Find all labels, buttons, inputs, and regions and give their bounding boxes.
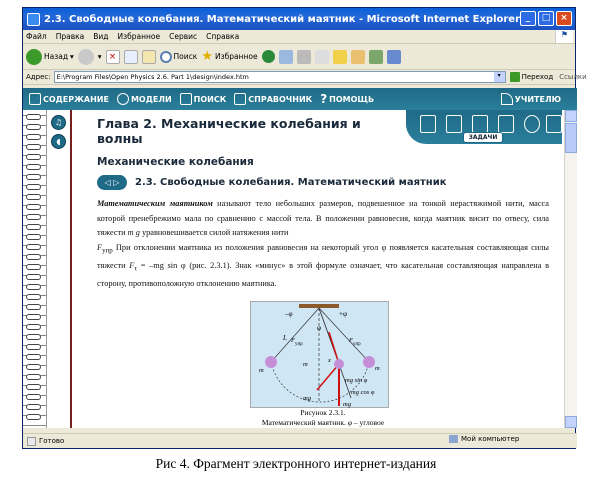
- spiral-ring: [26, 274, 41, 280]
- spiral-ring: [26, 234, 41, 240]
- list-icon[interactable]: [446, 115, 462, 133]
- figure-caption: Рисунок 2.3.1. Математический маятник. φ – угловое: [261, 408, 385, 427]
- spiral-ring: [26, 144, 41, 150]
- folder-icon[interactable]: [333, 50, 347, 64]
- fig-label-mg-sin: mg sin φ: [345, 377, 368, 384]
- spiral-ring: [26, 394, 41, 400]
- scroll-thumb[interactable]: [565, 123, 577, 153]
- spiral-ring: [26, 364, 41, 370]
- extra-tool-icon[interactable]: [387, 50, 401, 64]
- spiral-ring: [26, 344, 41, 350]
- nav-models[interactable]: МОДЕЛИ: [117, 93, 172, 105]
- prev-next-arrows[interactable]: ◁ ▷: [97, 175, 127, 190]
- security-zone: Мой компьютер: [449, 435, 519, 443]
- page-icon: [27, 437, 36, 446]
- spiral-ring: [26, 324, 41, 330]
- fig-label-x: x: [328, 357, 331, 364]
- term: Математическим маятником: [97, 199, 213, 208]
- spiral-ring: [26, 224, 41, 230]
- subsection-title: 2.3. Свободные колебания. Математический маятник: [135, 177, 447, 188]
- stop-icon[interactable]: ×: [106, 50, 120, 64]
- spiral-ring: [26, 174, 41, 180]
- spiral-ring: [26, 304, 41, 310]
- search-button[interactable]: Поиск: [160, 51, 198, 63]
- teacher-icon: [501, 93, 513, 105]
- fig-label-fupr-left: F: [291, 337, 295, 344]
- menu-tools[interactable]: Сервис: [169, 32, 198, 41]
- article-text: Математическим маятником называют тело небольших размеров, подвешенное на тонкой нерастяжимой нити, масса которой пренебрежимо мала по сравнению с массой тела. В положении равновесия, когда маятник висит по отвесу, сила тяжести m g уравновешивается силой натяжения нити $F_{упр}$ При отклонении маятника из положения равновесия на некоторый угол φ появляется касательная составляющая силы тяжести $F_\tau = -mg$ sin φ (рис. 2.3.1). Знак «минус» в этой формуле означает, что касательная составляющая направлена в сторону, противоположную отклонению маятника.: [97, 199, 550, 288]
- media-icon[interactable]: [262, 50, 275, 63]
- spiral-ring: [26, 164, 41, 170]
- fig-label-fupr-right: F: [349, 337, 353, 344]
- spiral-binding: [23, 110, 47, 428]
- fig-label-m-center: m: [303, 361, 308, 368]
- menu-file[interactable]: Файл: [26, 32, 47, 41]
- speaker-icon[interactable]: ◖: [51, 134, 66, 149]
- menu-help[interactable]: Справка: [206, 32, 240, 41]
- minimize-button[interactable]: _: [520, 11, 536, 26]
- chapter-title: Глава 2. Механические колебания и волны: [97, 116, 361, 146]
- title-bar: [23, 8, 575, 30]
- spiral-ring: [26, 134, 41, 140]
- menu-view[interactable]: Вид: [93, 32, 109, 41]
- spiral-ring: [26, 334, 41, 340]
- atom-icon: [117, 93, 129, 105]
- links-button[interactable]: Ссылки: [559, 73, 587, 81]
- fig-label-mg-right: mg: [343, 401, 351, 408]
- fig-label-pos-phi: +φ: [339, 310, 347, 318]
- nav-help[interactable]: ? ПОМОЩЬ: [320, 92, 375, 106]
- notebook-icon[interactable]: [420, 115, 436, 133]
- fig-label-m-right: m: [375, 365, 380, 372]
- spiral-ring: [26, 314, 41, 320]
- spiral-ring: [26, 264, 41, 270]
- pendulum-figure: [250, 301, 389, 408]
- spiral-ring: [26, 204, 41, 210]
- ie-icon: [27, 13, 40, 26]
- windows-logo-icon: ⚑: [555, 30, 573, 43]
- spiral-ring: [26, 184, 41, 190]
- go-arrow-icon: [510, 72, 520, 82]
- nav-contents[interactable]: СОДЕРЖАНИЕ: [29, 93, 109, 105]
- spiral-ring: [26, 154, 41, 160]
- forward-button[interactable]: [78, 49, 94, 65]
- nav-search[interactable]: ПОИСК: [180, 93, 227, 105]
- spiral-ring: [26, 214, 41, 220]
- address-bar: [23, 70, 587, 85]
- status-bar: [23, 433, 577, 448]
- page-caption: Рис 4. Фрагмент электронного интернет-издания: [155, 456, 437, 471]
- question-icon: ?: [320, 92, 328, 106]
- tasks-icon[interactable]: [472, 115, 488, 133]
- address-input[interactable]: E:\Program Files\Open Physics 2.6. Part 1\design\index.htm ▾: [54, 71, 506, 83]
- site-nav: [23, 88, 577, 110]
- section-title: Механические колебания: [97, 156, 254, 168]
- star-icon: ★: [201, 49, 213, 64]
- computer-icon: [449, 435, 458, 443]
- fig-label-neg-phi: –φ: [285, 310, 293, 318]
- spiral-ring: [26, 114, 41, 120]
- chart-icon[interactable]: [498, 115, 514, 133]
- close-button[interactable]: ×: [556, 11, 572, 26]
- nav-teacher[interactable]: УЧИТЕЛЮ: [501, 93, 561, 105]
- spiral-ring: [26, 374, 41, 380]
- window-title: 2.3. Свободные колебания. Математический маятник - Microsoft Internet Explorer: [44, 13, 521, 25]
- fig-label-L: L: [283, 334, 287, 342]
- browser-window: [22, 7, 587, 449]
- messenger-icon[interactable]: [369, 50, 383, 64]
- spiral-ring: [26, 124, 41, 130]
- menu-favorites[interactable]: Избранное: [117, 32, 161, 41]
- fig-label-upr-right: упр: [353, 342, 361, 347]
- fig-label-upr-left: упр: [295, 342, 303, 347]
- fig-label-mg-left: mg: [303, 395, 311, 402]
- spiral-ring: [26, 194, 41, 200]
- menu-edit[interactable]: Правка: [55, 32, 85, 41]
- sound-icon[interactable]: ♫: [51, 115, 66, 130]
- toolbar: Назад ▾ ▾ × Поиск ★ Избранное: [23, 44, 575, 70]
- search-icon: [160, 51, 172, 63]
- test-icon[interactable]: [546, 115, 562, 133]
- fig-label-phi: φ: [317, 324, 322, 332]
- spiral-ring: [26, 244, 41, 250]
- edit-icon[interactable]: [315, 50, 329, 64]
- print-icon[interactable]: [297, 50, 311, 64]
- back-button[interactable]: Назад ▾: [26, 49, 74, 65]
- spiral-ring: [26, 384, 41, 390]
- spiral-ring: [26, 414, 41, 420]
- tasks-label[interactable]: ЗАДАЧИ: [463, 132, 503, 143]
- spiral-ring: [26, 294, 41, 300]
- mail-icon[interactable]: [279, 50, 293, 64]
- reference-icon: [234, 93, 246, 105]
- home-icon[interactable]: [142, 50, 156, 64]
- document-icon: [180, 93, 192, 105]
- status-text: Готово: [39, 437, 65, 445]
- fig-label-mg-cos: mg cos φ: [351, 389, 375, 396]
- margin-line: [70, 110, 72, 428]
- menu-bar: [23, 30, 575, 44]
- refresh-icon[interactable]: [124, 50, 138, 64]
- go-button[interactable]: Переход: [510, 72, 554, 82]
- scroll-up-button[interactable]: [565, 110, 577, 122]
- favorites-button[interactable]: ★ Избранное: [201, 49, 258, 64]
- vertical-scrollbar[interactable]: [564, 110, 577, 428]
- chevron-down-icon[interactable]: ▾: [494, 72, 505, 82]
- spiral-ring: [26, 254, 41, 260]
- page-viewport: [23, 88, 577, 428]
- spiral-ring: [26, 284, 41, 290]
- maximize-button[interactable]: □: [538, 11, 554, 26]
- scroll-down-button[interactable]: [565, 416, 577, 428]
- research-icon[interactable]: [351, 50, 365, 64]
- lab-icon[interactable]: [524, 115, 540, 133]
- nav-reference[interactable]: СПРАВОЧНИК: [234, 93, 312, 105]
- spiral-ring: [26, 354, 41, 360]
- back-arrow-icon: [26, 49, 42, 65]
- spiral-ring: [26, 404, 41, 410]
- fig-label-m-left: m: [259, 367, 264, 374]
- address-label: Адрес:: [26, 73, 51, 81]
- book-icon: [29, 93, 41, 105]
